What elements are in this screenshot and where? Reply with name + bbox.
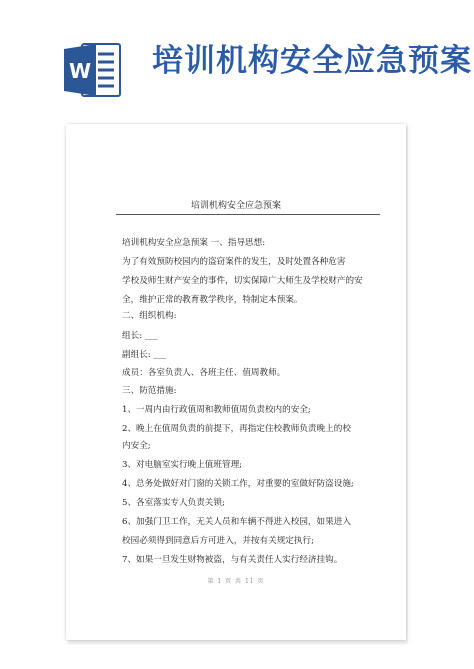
doc-line-1: 培训机构安全应急预案 一、指导思想:	[122, 238, 266, 248]
doc-line-6: 组长: ___	[122, 331, 158, 341]
doc-line-12: 内安全;	[122, 441, 151, 451]
word-document-icon	[62, 42, 122, 98]
doc-line-8: 成员：各室负责人、各班主任、值周教师。	[122, 368, 286, 378]
doc-line-2: 为了有效预防校园内的盗窃案件的发生，及时处置各种危害	[122, 257, 346, 267]
doc-line-11: 2、晚上在值周负责的前提下，再指定住校教师负责晚上的校	[122, 424, 351, 434]
document-page	[66, 124, 406, 640]
banner	[0, 0, 474, 120]
doc-line-18: 7、如果一旦发生财物被盗，与有关责任人实行经济挂钩。	[122, 555, 343, 565]
doc-line-16: 6、加强门卫工作，无关人员和车辆不得进入校园，如果进入	[122, 517, 351, 527]
page-number-footer: 第 1 页 共 11 页	[207, 578, 265, 585]
doc-line-3: 学校及师生财产安全的事件，切实保障广大师生及学校财产的安	[122, 276, 363, 286]
header-rule	[116, 214, 380, 215]
doc-line-10: 1、一周内由行政值周和教师值周负责校内的安全;	[122, 405, 311, 415]
doc-line-4: 全，维护正常的教育教学秩序，特制定本预案。	[122, 295, 303, 305]
doc-line-14: 4、总务处做好对门窗的关锁工作，对重要的室做好防盗设施;	[122, 479, 354, 489]
doc-line-5: 二、组织机构:	[122, 311, 177, 321]
svg-text:W: W	[68, 59, 92, 83]
document-header: 培训机构安全应急预案	[190, 201, 281, 211]
doc-line-13: 3、对电脑室实行晚上值班管理;	[122, 460, 243, 470]
doc-line-7: 副组长: ___	[122, 350, 167, 360]
banner-title: 培训机构安全应急预案	[152, 43, 472, 79]
doc-line-9: 三、防范措施:	[122, 386, 177, 396]
doc-line-15: 5、各室落实专人负责关锁;	[122, 498, 225, 508]
doc-line-17: 校园必须得到同意后方可进入，并按有关规定执行;	[122, 536, 314, 546]
